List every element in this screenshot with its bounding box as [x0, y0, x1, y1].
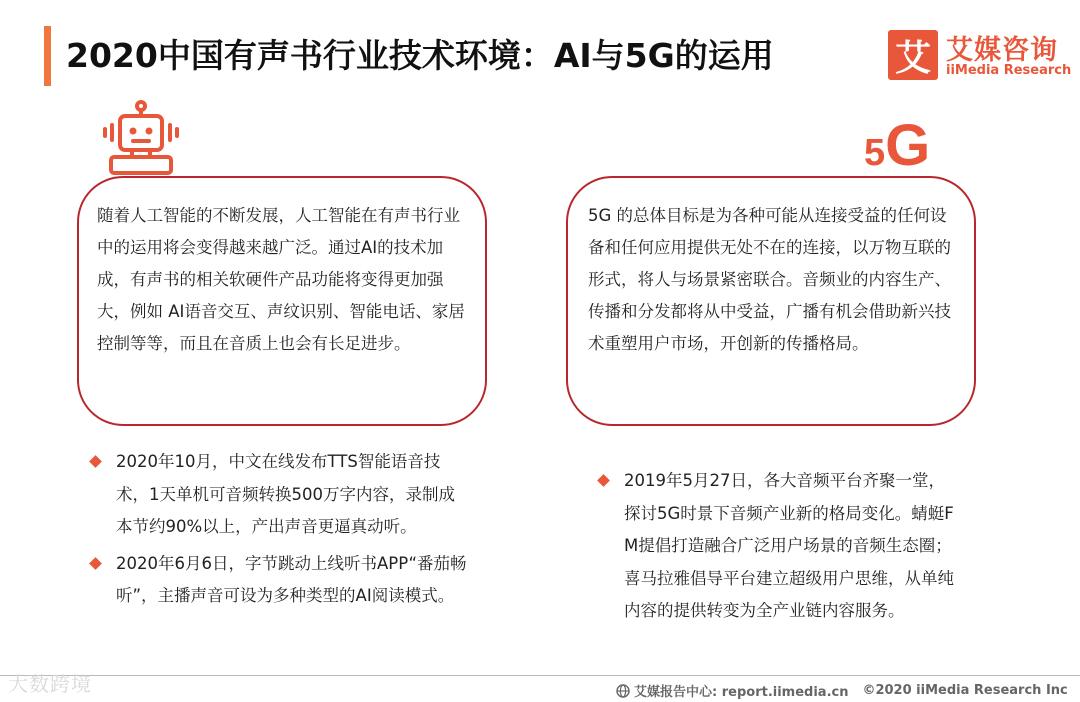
list-item [88, 548, 468, 613]
5g-description-bubble [566, 176, 976, 426]
5g-icon-five: 5 [864, 132, 886, 174]
diamond-bullet-icon [597, 474, 610, 487]
5g-event-text: 2019年5月27日，各大音频平台齐聚一堂，探讨5G时景下音频产业新的格局变化。蜻蜓FM提倡打造融合广泛用户场景的音频生态圈；喜马拉雅倡导平台建立超级用户思维，从单纯内容的提供转变为全产业链内容服务。 [624, 471, 954, 620]
5g-icon-g: G [885, 113, 931, 178]
page-title: 2020中国有声书行业技术环境：AI与5G的运用 [66, 36, 774, 75]
footer-divider [0, 675, 1080, 676]
logo-name-cn: 艾媒咨询 [946, 35, 1058, 66]
ai-description-bubble [77, 176, 487, 426]
ai-event-text: 2020年10月，中文在线发布TTS智能语音技术，1天单机可音频转换500万字内容，录制成本节约90%以上，产出声音更逼真动听。 [116, 452, 455, 536]
logo-mark: 艾 [888, 30, 938, 80]
5g-events-list [596, 465, 956, 632]
logo-name-en: iiMedia Research [946, 63, 1072, 78]
footer-source-text: 艾媒报告中心: report.iimedia.cn [634, 685, 849, 700]
list-item [88, 446, 468, 544]
robot-icon [102, 100, 180, 176]
ai-events-list [88, 446, 468, 617]
footer-source [616, 681, 1068, 700]
footer-copyright: ©2020 iiMedia Research Inc [862, 683, 1068, 698]
globe-icon [616, 684, 630, 698]
5g-icon [864, 113, 931, 178]
ai-description-text: 随着人工智能的不断发展，人工智能在有声书行业中的运用将会变得越来越广泛。通过AI的技术加成，有声书的相关软硬件产品功能将变得更加强大，例如 AI语音交互、声纹识别、智能电话、家居控制等等，而且在音质上也会有长足进步。 [97, 206, 465, 353]
5g-description-text: 5G 的总体目标是为各种可能从连接受益的任何设备和任何应用提供无处不在的连接，以万物互联的形式，将人与场景紧密联合。音频业的内容生产、传播和分发都将从中受益，广播有机会借助新兴技术重塑用户市场，开创新的传播格局。 [588, 206, 951, 353]
title-accent-bar [44, 26, 51, 86]
ai-event-text: 2020年6月6日，字节跳动上线听书APP“番茄畅听”，主播声音可设为多种类型的AI阅读模式。 [116, 553, 467, 605]
diamond-bullet-icon [89, 557, 102, 570]
watermark-text: 大数跨境 [8, 672, 92, 696]
diamond-bullet-icon [89, 455, 102, 468]
list-item [596, 465, 956, 628]
iimedia-logo [888, 30, 1072, 82]
